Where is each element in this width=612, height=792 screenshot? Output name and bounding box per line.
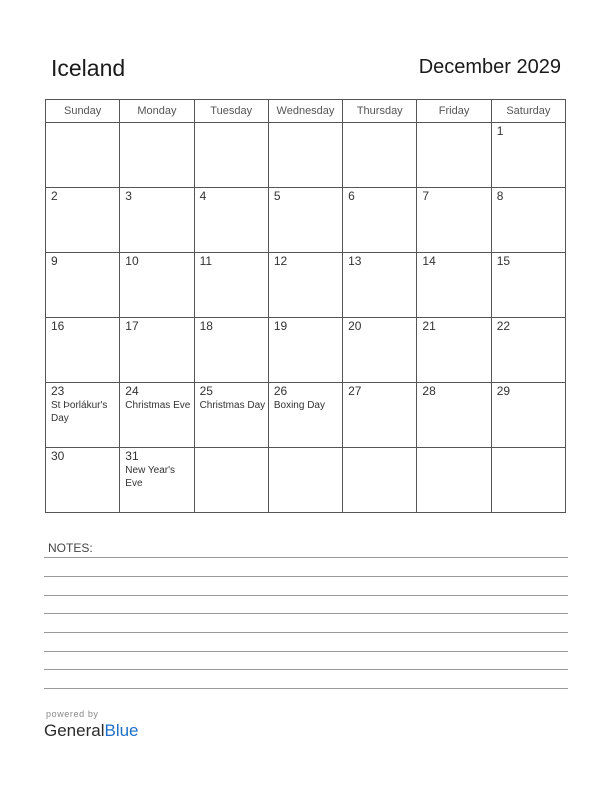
calendar-body (46, 123, 566, 513)
day-cell[interactable] (120, 253, 194, 318)
weekday-saturday: Saturday (491, 100, 565, 123)
weekday-thursday: Thursday (343, 100, 417, 123)
holiday-label (417, 268, 490, 269)
day-cell[interactable] (120, 383, 194, 448)
day-number: 9 (51, 254, 58, 268)
day-number: 25 (199, 384, 213, 398)
day-cell[interactable] (491, 448, 565, 513)
day-number: 7 (422, 189, 430, 203)
holiday-label (195, 203, 268, 204)
day-number: 27 (348, 384, 362, 398)
day-cell[interactable] (491, 253, 565, 318)
note-line (44, 688, 568, 689)
day-number: 26 (273, 384, 288, 398)
holiday-label (492, 138, 565, 139)
holiday-label (269, 203, 342, 204)
day-cell[interactable] (194, 383, 268, 448)
holiday-label (343, 268, 416, 269)
holiday-label (343, 125, 416, 126)
day-cell[interactable] (343, 188, 417, 253)
note-line (44, 595, 568, 596)
weekday-sunday: Sunday (46, 100, 120, 123)
note-line (44, 669, 568, 670)
country-title: Iceland (51, 55, 126, 81)
day-cell[interactable] (120, 318, 194, 383)
day-cell[interactable] (268, 448, 342, 513)
holiday-label (417, 333, 490, 334)
day-cell[interactable] (120, 448, 194, 513)
week-row (46, 253, 566, 318)
week-row (46, 123, 566, 188)
day-number: 3 (125, 189, 132, 203)
day-cell[interactable] (417, 448, 491, 513)
holiday-label (492, 398, 565, 399)
holiday-label (343, 203, 416, 204)
powered-by-text: powered by (46, 709, 99, 719)
day-cell[interactable] (491, 383, 565, 448)
day-number: 23 (51, 384, 65, 398)
day-number: 8 (496, 189, 504, 203)
day-number: 1 (496, 124, 504, 138)
holiday-label: St Þorlákur's Day (51, 400, 108, 424)
brand-logo[interactable] (44, 721, 139, 741)
note-line (44, 651, 568, 652)
day-number: 22 (496, 319, 511, 333)
holiday-label (343, 333, 416, 334)
holiday-label (343, 398, 416, 399)
holiday-label (46, 203, 119, 204)
weekday-header-row (46, 100, 566, 123)
day-number: 17 (125, 319, 139, 333)
holiday-label (269, 333, 342, 334)
day-cell[interactable] (194, 123, 268, 188)
day-cell[interactable] (46, 448, 120, 513)
holiday-label: Boxing Day (273, 400, 325, 411)
day-cell[interactable] (120, 188, 194, 253)
note-line (44, 557, 568, 558)
day-number: 20 (348, 319, 362, 333)
note-line (44, 632, 568, 633)
week-row (46, 383, 566, 448)
holiday-label (46, 268, 119, 269)
notes-title: NOTES: (48, 541, 93, 555)
day-number: 29 (496, 384, 511, 398)
day-cell[interactable] (417, 188, 491, 253)
day-cell[interactable] (46, 188, 120, 253)
note-line (44, 576, 568, 577)
day-cell[interactable] (194, 448, 268, 513)
day-cell[interactable] (417, 123, 491, 188)
holiday-label (46, 125, 119, 126)
day-cell[interactable] (343, 383, 417, 448)
holiday-label (492, 450, 565, 451)
holiday-label (343, 450, 416, 451)
day-cell[interactable] (46, 253, 120, 318)
weekday-monday: Monday (120, 100, 194, 123)
day-cell[interactable] (194, 318, 268, 383)
holiday-label: New Year's Eve (125, 465, 175, 489)
day-number: 19 (273, 319, 288, 333)
holiday-label (492, 333, 565, 334)
holiday-label (120, 203, 193, 204)
day-number: 13 (348, 254, 362, 268)
day-cell[interactable] (194, 188, 268, 253)
holiday-label (417, 398, 490, 399)
day-number: 12 (273, 254, 288, 268)
day-cell[interactable] (46, 123, 120, 188)
weekday-friday: Friday (417, 100, 491, 123)
day-cell[interactable] (417, 253, 491, 318)
day-number: 10 (125, 254, 139, 268)
day-cell[interactable] (268, 253, 342, 318)
holiday-label (269, 450, 342, 451)
day-cell[interactable] (194, 253, 268, 318)
holiday-label (120, 333, 193, 334)
calendar-grid (45, 99, 566, 513)
holiday-label (269, 125, 342, 126)
holiday-label (492, 268, 565, 269)
day-number: 14 (422, 254, 436, 268)
week-row (46, 188, 566, 253)
day-number: 30 (51, 449, 65, 463)
holiday-label (120, 125, 193, 126)
day-number: 2 (51, 189, 58, 203)
holiday-label: Christmas Eve (125, 400, 191, 411)
holiday-label (195, 450, 268, 451)
holiday-label (492, 203, 565, 204)
day-number: 11 (199, 254, 213, 268)
weekday-wednesday: Wednesday (268, 100, 342, 123)
brand-general: General (44, 721, 105, 740)
month-title: December 2029 (418, 56, 561, 78)
holiday-label (46, 463, 119, 464)
week-row (46, 448, 566, 513)
day-cell[interactable] (491, 318, 565, 383)
day-number: 5 (273, 189, 281, 203)
day-cell[interactable] (343, 253, 417, 318)
day-cell[interactable] (268, 188, 342, 253)
day-number: 31 (125, 449, 139, 463)
holiday-label (195, 333, 268, 334)
holiday-label (417, 125, 490, 126)
day-number: 21 (422, 319, 436, 333)
day-cell[interactable] (268, 123, 342, 188)
day-cell[interactable] (268, 383, 342, 448)
day-cell[interactable] (46, 318, 120, 383)
day-cell[interactable] (417, 318, 491, 383)
weekday-tuesday: Tuesday (194, 100, 268, 123)
holiday-label (195, 268, 268, 269)
holiday-label: Christmas Day (199, 400, 266, 411)
week-row (46, 318, 566, 383)
day-cell[interactable] (120, 123, 194, 188)
holiday-label (120, 268, 193, 269)
day-number: 18 (199, 319, 213, 333)
day-number: 6 (348, 189, 355, 203)
holiday-label (417, 203, 490, 204)
day-number: 4 (199, 189, 207, 203)
day-cell[interactable] (46, 383, 120, 448)
holiday-label (269, 268, 342, 269)
brand-blue: Blue (104, 721, 139, 740)
day-cell[interactable] (268, 318, 342, 383)
day-number: 15 (496, 254, 511, 268)
day-cell[interactable] (343, 123, 417, 188)
day-cell[interactable] (343, 448, 417, 513)
day-cell[interactable] (491, 123, 565, 188)
holiday-label (46, 333, 119, 334)
day-cell[interactable] (417, 383, 491, 448)
day-cell[interactable] (343, 318, 417, 383)
day-cell[interactable] (491, 188, 565, 253)
day-number: 24 (125, 384, 139, 398)
note-line (44, 613, 568, 614)
holiday-label (417, 450, 490, 451)
day-number: 28 (422, 384, 436, 398)
day-number: 16 (51, 319, 65, 333)
holiday-label (195, 125, 268, 126)
